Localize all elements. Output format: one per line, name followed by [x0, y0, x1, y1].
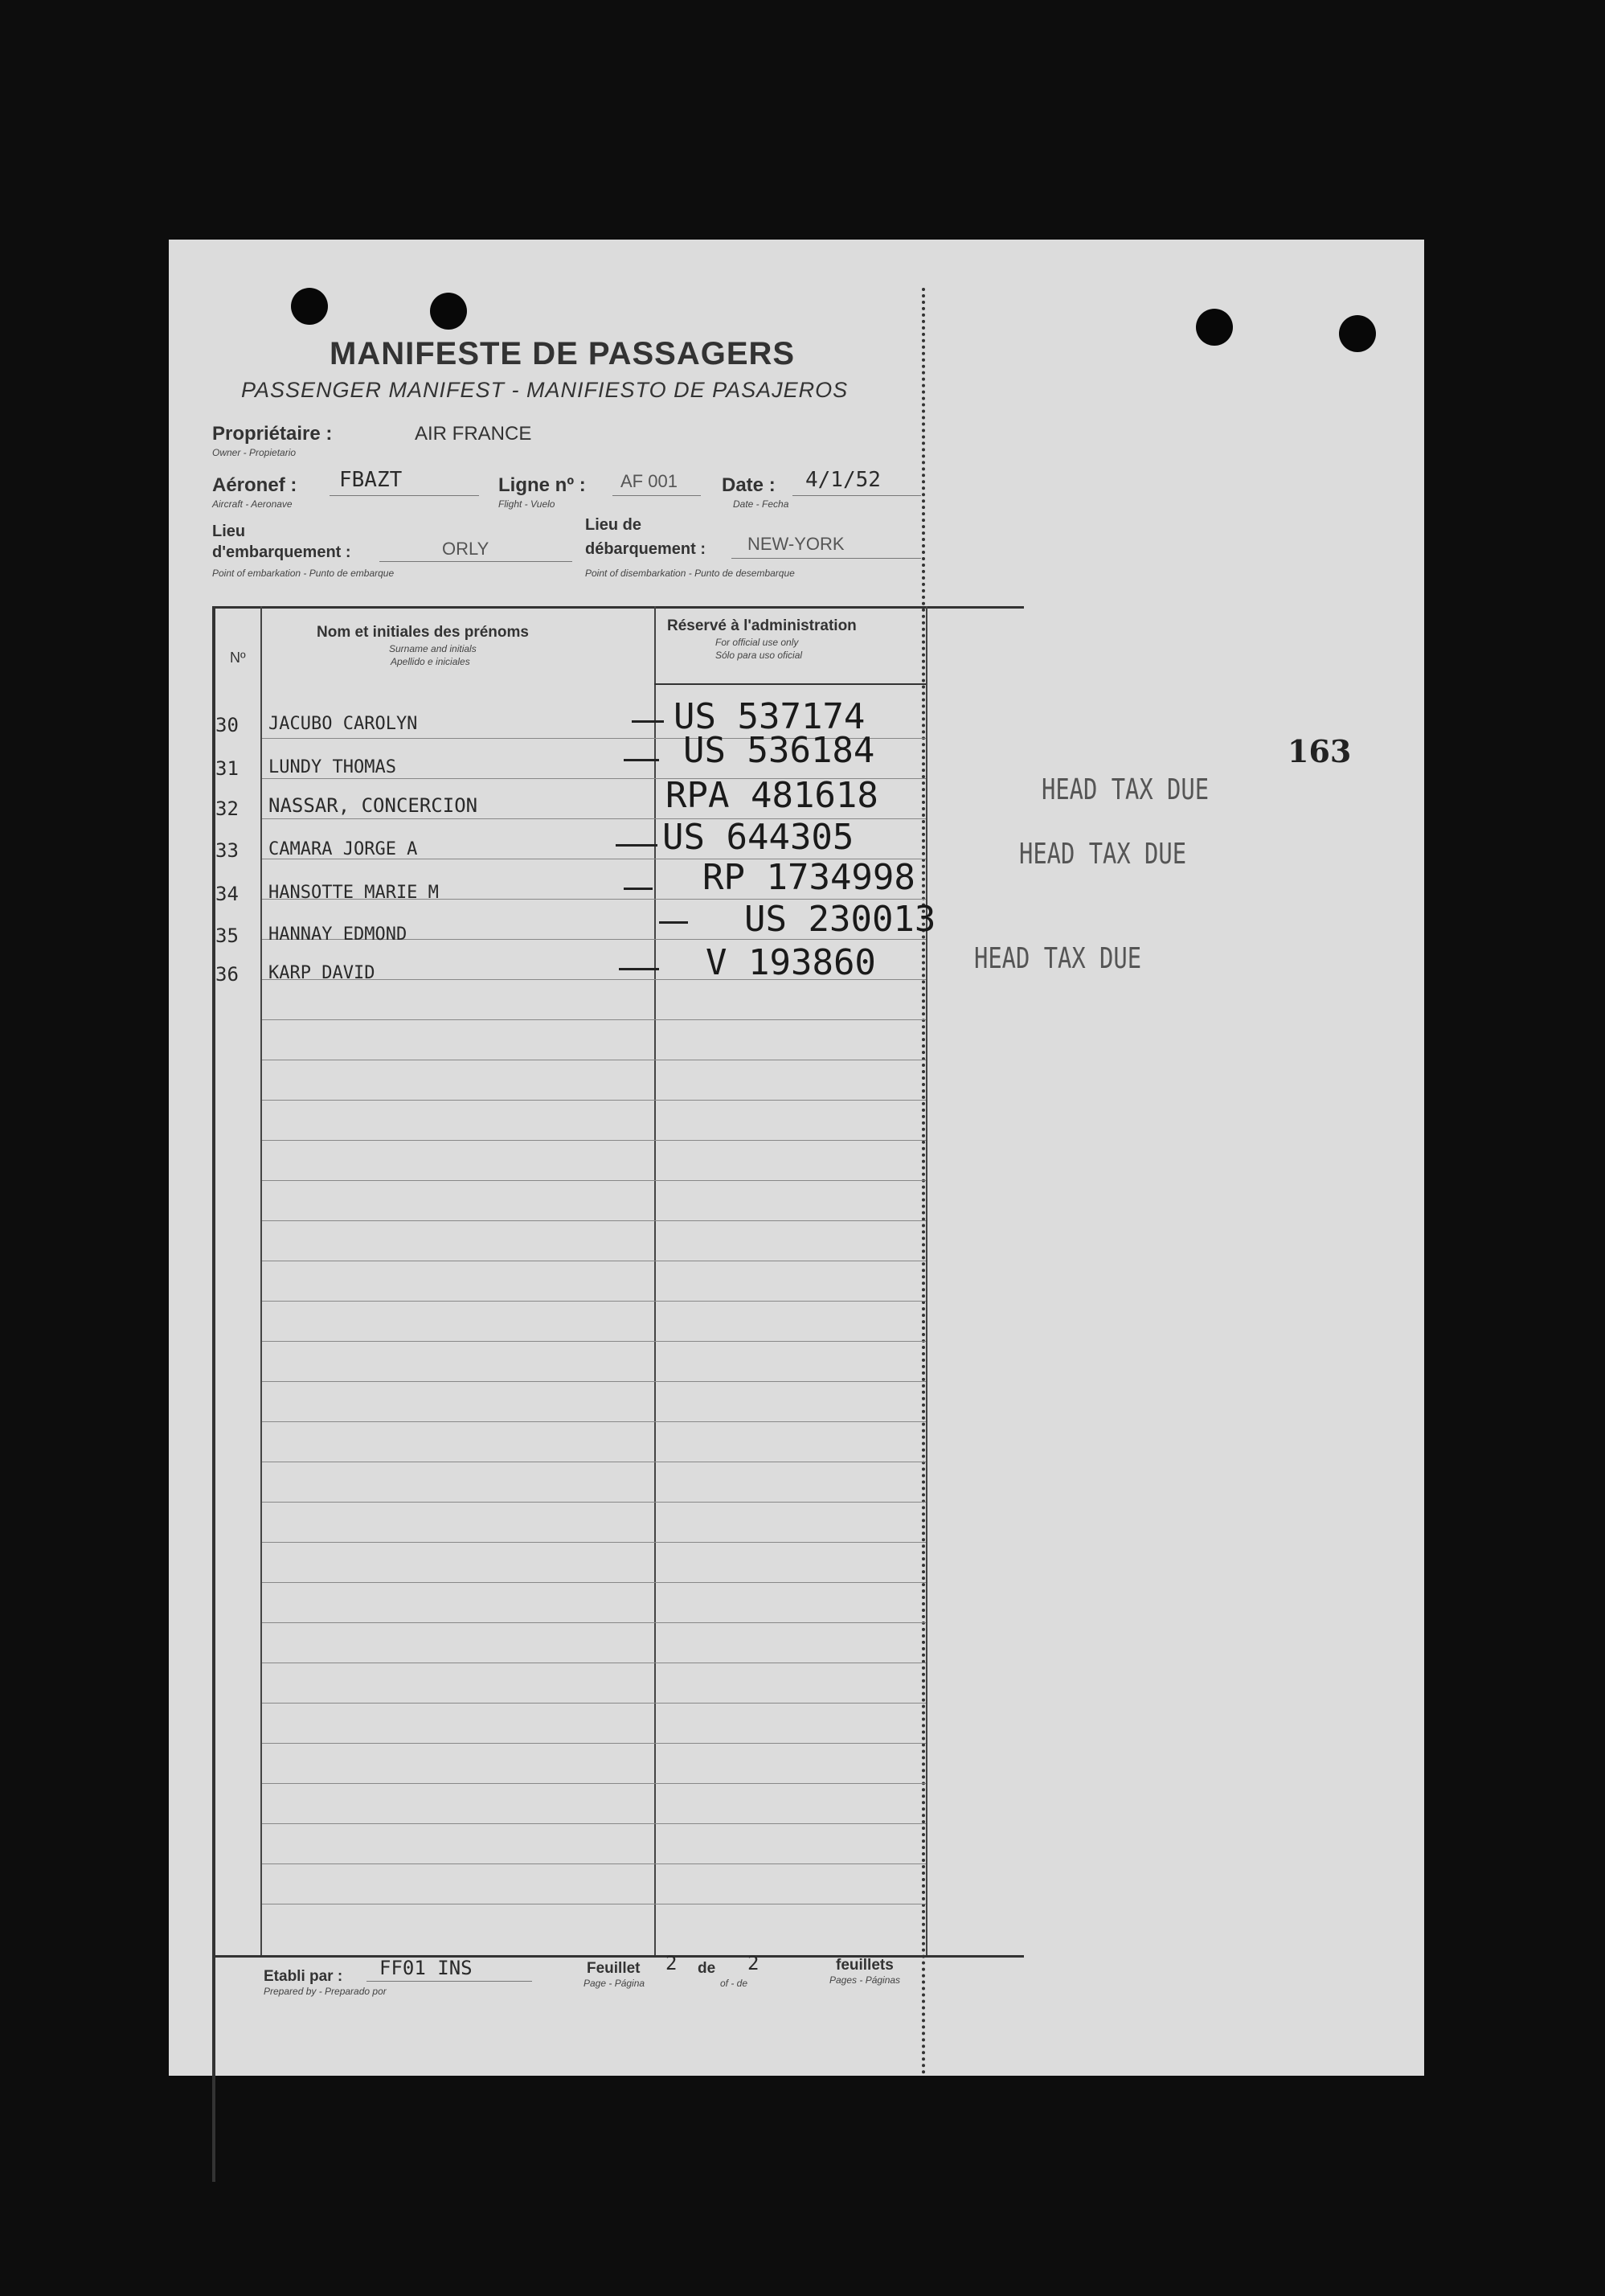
- row-31-name: LUNDY THOMAS: [268, 757, 396, 777]
- table-rule-line: [262, 1783, 926, 1784]
- dash-mark: [659, 921, 688, 924]
- date-label: Date :: [722, 474, 776, 496]
- head-tax-stamp: HEAD TAX DUE: [1042, 773, 1210, 806]
- sheets-sublabel: Pages - Páginas: [829, 1974, 901, 1986]
- row-31-admin: US 536184: [683, 730, 875, 771]
- row-34-admin: RP 1734998: [702, 857, 915, 898]
- disembark-label-1: Lieu de: [585, 516, 642, 534]
- owner-label: Propriétaire :: [212, 423, 333, 445]
- table-rule-line: [262, 1622, 926, 1623]
- col-header-admin: Réservé à l'administration: [667, 617, 857, 634]
- row-33-name: CAMARA JORGE A: [268, 839, 418, 859]
- row-32-name: NASSAR, CONCERCION: [268, 794, 478, 817]
- of-sublabel: of - de: [720, 1978, 748, 1989]
- col-divider-name: [654, 606, 656, 1955]
- aircraft-sublabel: Aircraft - Aeronave: [212, 498, 293, 510]
- row-33-admin: US 644305: [662, 817, 854, 858]
- table-rule-line: [262, 1863, 926, 1864]
- disembark-value: NEW-YORK: [747, 534, 845, 554]
- col-header-name: Nom et initiales des prénoms: [317, 624, 529, 641]
- manifest-title: MANIFESTE DE PASSAGERS: [330, 336, 796, 371]
- col-divider-right: [926, 606, 927, 1955]
- punch-hole: [291, 288, 328, 325]
- col-header-no: Nº: [230, 650, 246, 666]
- disembark-underline: [731, 558, 921, 559]
- date-underline: [792, 495, 921, 496]
- table-rule-line: [262, 1220, 926, 1221]
- flight-underline: [612, 495, 701, 496]
- dash-mark: [624, 759, 659, 761]
- punch-hole: [1196, 309, 1233, 346]
- table-rule-line: [262, 1421, 926, 1422]
- row-32-admin: RPA 481618: [665, 775, 878, 816]
- manifest-subtitle: PASSENGER MANIFEST - MANIFIESTO DE PASAJEROS: [241, 378, 849, 402]
- row-30-number: 30: [215, 714, 239, 736]
- date-value: 4/1/52: [805, 468, 881, 492]
- manifest-sheet: [169, 240, 1424, 2076]
- col-header-admin-sub2: Sólo para uso oficial: [715, 650, 803, 661]
- table-bottom-border: [212, 1955, 1024, 1958]
- row-36-number: 36: [215, 963, 239, 986]
- row-34-number: 34: [215, 883, 239, 905]
- embark-value: ORLY: [442, 539, 489, 559]
- row-34-name: HANSOTTE MARIE M: [268, 883, 439, 903]
- row-36-admin: V 193860: [706, 942, 876, 983]
- aircraft-value: FBAZT: [339, 468, 403, 492]
- punch-hole: [1339, 315, 1376, 352]
- col-header-admin-sub1: For official use only: [715, 637, 799, 648]
- head-tax-stamp: HEAD TAX DUE: [1019, 838, 1187, 871]
- owner-value: AIR FRANCE: [415, 423, 532, 445]
- row-35-admin: US 230013: [744, 899, 936, 940]
- embark-label-1: Lieu: [212, 523, 246, 540]
- table-rule-line: [262, 1743, 926, 1744]
- table-rule-line: [262, 1341, 926, 1342]
- dash-mark: [624, 888, 653, 890]
- dash-mark: [619, 968, 659, 970]
- row-33-number: 33: [215, 839, 239, 862]
- table-rule-line: [262, 1582, 926, 1583]
- embark-label-2: d'embarquement :: [212, 543, 351, 561]
- date-sublabel: Date - Fecha: [733, 498, 789, 510]
- row-35-name: HANNAY EDMOND: [268, 925, 407, 945]
- table-rule-line: [262, 1180, 926, 1181]
- aircraft-underline: [330, 495, 479, 496]
- table-rule-line: [262, 1140, 926, 1141]
- embark-underline: [379, 561, 572, 562]
- aircraft-label: Aéronef :: [212, 474, 297, 496]
- embark-sublabel: Point of embarkation - Punto de embarque: [212, 568, 395, 579]
- table-rule-line: [262, 1019, 926, 1020]
- table-rule-line: [262, 1100, 926, 1101]
- col-divider-no: [260, 606, 262, 1955]
- col-header-name-sub1: Surname and initials: [389, 643, 477, 654]
- sheet-label: Feuillet: [587, 1960, 641, 1977]
- flight-sublabel: Flight - Vuelo: [498, 498, 555, 510]
- owner-sublabel: Owner - Propietario: [212, 447, 297, 458]
- row-30-admin: US 537174: [674, 696, 866, 737]
- prepared-label: Etabli par :: [264, 1968, 343, 1985]
- table-top-border: [212, 606, 1024, 609]
- disembark-label-2: débarquement :: [585, 540, 706, 558]
- sheets-label: feuillets: [836, 1957, 894, 1974]
- table-rule-line: [262, 1823, 926, 1824]
- of-label: de: [698, 1960, 716, 1977]
- punch-hole: [430, 293, 467, 330]
- table-rule-line: [262, 1542, 926, 1543]
- flight-label: Ligne nº :: [498, 474, 586, 496]
- dash-mark: [616, 844, 657, 847]
- of-value: 2: [747, 1952, 760, 1974]
- admin-header-underline: [654, 683, 926, 685]
- prepared-value: FF01 INS: [379, 1957, 473, 1979]
- row-32-number: 32: [215, 797, 239, 820]
- row-36-name: KARP DAVID: [268, 963, 375, 983]
- sheet-sublabel: Page - Página: [583, 1978, 645, 1989]
- perforation-line: [922, 288, 925, 2076]
- row-30-name: JACUBO CAROLYN: [268, 714, 418, 734]
- table-rule-line: [262, 1703, 926, 1704]
- disembark-sublabel: Point of disembarkation - Punto de desembarque: [585, 568, 795, 579]
- col-header-name-sub2: Apellido e iniciales: [391, 656, 470, 667]
- sheet-value: 2: [665, 1952, 678, 1974]
- table-rule-line: [262, 1381, 926, 1382]
- table-rule-line: [262, 1502, 926, 1503]
- head-tax-stamp: HEAD TAX DUE: [974, 942, 1142, 975]
- row-35-number: 35: [215, 925, 239, 947]
- page-number: 163: [1288, 733, 1352, 769]
- table-rule-line: [262, 1301, 926, 1302]
- prepared-sublabel: Prepared by - Preparado por: [264, 1986, 387, 1997]
- flight-value: AF 001: [620, 471, 678, 491]
- prepared-underline: [366, 1981, 532, 1982]
- dash-mark: [632, 720, 664, 723]
- row-31-number: 31: [215, 757, 239, 780]
